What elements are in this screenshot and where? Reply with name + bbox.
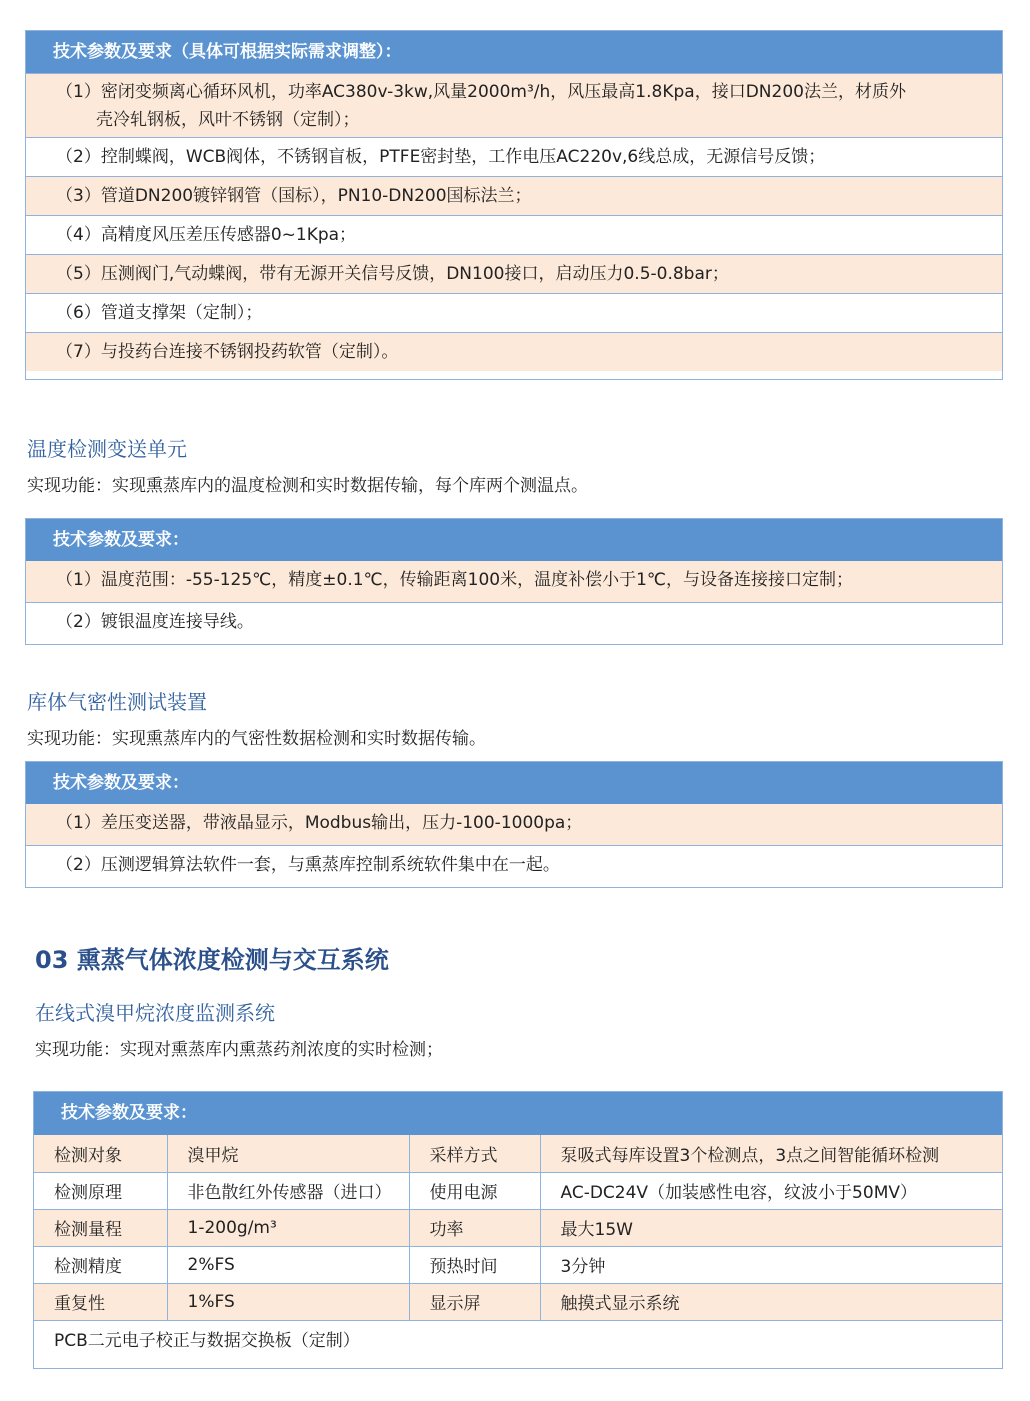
- param-value: 触摸式显示系统: [540, 1283, 1002, 1320]
- spec-item: （2）压测逻辑算法软件一套，与熏蒸库控制系统软件集中在一起。: [26, 845, 1002, 887]
- param-value: 1%FS: [167, 1283, 409, 1320]
- spec-item: （3）管道DN200镀锌钢管（国标），PN10-DN200国标法兰；: [26, 176, 1002, 215]
- param-value: 溴甲烷: [167, 1135, 409, 1172]
- methyl-bromide-title: 在线式溴甲烷浓度监测系统: [35, 1001, 275, 1025]
- spec-item: （2）镀银温度连接导线。: [26, 602, 1002, 644]
- section-title: 03 熏蒸气体浓度检测与交互系统: [35, 946, 389, 974]
- temp-unit-title: 温度检测变送单元: [27, 437, 187, 461]
- spec-item: （1）差压变送器，带液晶显示，Modbus输出，压力-100-1000pa；: [26, 804, 1002, 845]
- methyl-bromide-function: 实现功能：实现对熏蒸库内熏蒸药剂浓度的实时检测；: [35, 1040, 443, 1060]
- fan-spec-header: 技术参数及要求（具体可根据实际需求调整）：: [26, 31, 1002, 73]
- spec-item: （1）温度范围：-55-125℃，精度±0.1℃，传输距离100米，温度补偿小于1℃，与设备连接接口定制；: [26, 561, 1002, 602]
- param-value: 泵吸式每库设置3个检测点，3点之间智能循环检测: [540, 1135, 1002, 1172]
- temp-spec-box: [25, 518, 1003, 645]
- param-label: 检测精度: [34, 1246, 167, 1283]
- spec-item: （7）与投药台连接不锈钢投药软管（定制）。: [26, 332, 1002, 371]
- spec-item: [26, 73, 1002, 137]
- param-value: 非色散红外传感器（进口）: [167, 1172, 409, 1209]
- table-row: [34, 1246, 1002, 1283]
- spec-item: （4）高精度风压差压传感器0~1Kpa；: [26, 215, 1002, 254]
- spec-item-text-cont: 壳冷轧钢板，风叶不锈钢（定制）；: [96, 110, 360, 130]
- table-row: [34, 1320, 1002, 1357]
- spec-table: [34, 1135, 1002, 1357]
- spec-item-text: （1）密闭变频离心循环风机，功率AC380v-3kw,风量2000m³/h，风压最高1.8Kpa，接口DN200法兰，材质外: [56, 82, 906, 102]
- param-label: 检测原理: [34, 1172, 167, 1209]
- temp-unit-function: 实现功能：实现熏蒸库内的温度检测和实时数据传输，每个库两个测温点。: [27, 476, 588, 496]
- param-label: 使用电源: [409, 1172, 540, 1209]
- spec-item: （5）压测阀门,气动蝶阀，带有无源开关信号反馈，DN100接口，启动压力0.5-0.8bar；: [26, 254, 1002, 293]
- param-label: 功率: [409, 1209, 540, 1246]
- param-label: 预热时间: [409, 1246, 540, 1283]
- table-row: [34, 1283, 1002, 1320]
- airtight-spec-header: 技术参数及要求：: [26, 762, 1002, 804]
- airtight-title: 库体气密性测试装置: [27, 690, 207, 714]
- param-label: 显示屏: [409, 1283, 540, 1320]
- spec-item: （2）控制蝶阀，WCB阀体，不锈钢盲板，PTFE密封垫，工作电压AC220v,6线总成，无源信号反馈；: [26, 137, 1002, 176]
- param-value: AC-DC24V（加装感性电容，纹波小于50MV）: [540, 1172, 1002, 1209]
- fan-spec-box: [25, 30, 1003, 380]
- param-label: 检测量程: [34, 1209, 167, 1246]
- param-label: 检测对象: [34, 1135, 167, 1172]
- methyl-bromide-spec-box: [33, 1091, 1003, 1369]
- param-label: 采样方式: [409, 1135, 540, 1172]
- footer-cell: PCB二元电子校正与数据交换板（定制）: [34, 1320, 1002, 1357]
- spec-item: （6）管道支撑架（定制）；: [26, 293, 1002, 332]
- param-value: 3分钟: [540, 1246, 1002, 1283]
- airtight-spec-box: [25, 761, 1003, 888]
- param-label: 重复性: [34, 1283, 167, 1320]
- table-row: [34, 1172, 1002, 1209]
- param-value: 2%FS: [167, 1246, 409, 1283]
- airtight-function: 实现功能：实现熏蒸库内的气密性数据检测和实时数据传输。: [27, 729, 486, 749]
- param-value: 1-200g/m³: [167, 1209, 409, 1246]
- table-row: [34, 1135, 1002, 1172]
- temp-spec-header: 技术参数及要求：: [26, 519, 1002, 561]
- methyl-bromide-spec-header: 技术参数及要求：: [34, 1092, 1002, 1135]
- table-row: [34, 1209, 1002, 1246]
- param-value: 最大15W: [540, 1209, 1002, 1246]
